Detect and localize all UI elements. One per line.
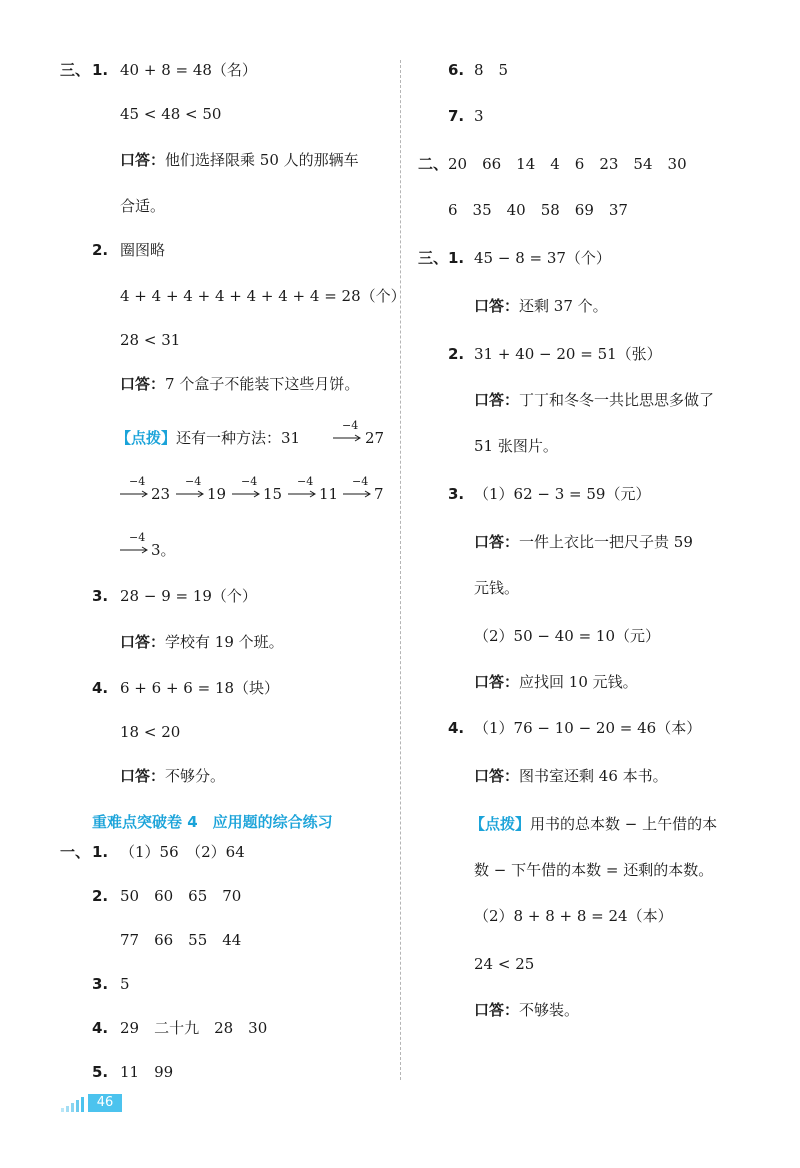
minus-four-arrow: −4 [120, 532, 150, 560]
answer-label: 口答： [474, 767, 520, 785]
answer-label: 口答： [120, 633, 166, 651]
equation-line: 6 + 6 + 6 = 18（块） [120, 679, 280, 697]
answer-line [120, 374, 359, 394]
question-number: 3. [92, 975, 109, 993]
chain-value: 27 [365, 429, 385, 447]
chain-value: 23 [151, 485, 171, 503]
signal-bars-icon [60, 1094, 88, 1112]
equation-line: 40 + 8 = 48（名） [120, 61, 257, 79]
answer-text: 不够装。 [519, 1001, 580, 1019]
answer-text: 7 个盒子不能装下这些月饼。 [165, 375, 360, 393]
answer-values: 5 [120, 975, 130, 993]
answer-label: 口答： [120, 151, 166, 169]
minus-four-arrow: −4 [333, 420, 363, 448]
minus-four-arrow: −4 [288, 476, 318, 504]
question-number: 2. [448, 345, 465, 363]
page-number: 46 [88, 1094, 122, 1112]
equation-line: （1）76 − 10 − 20 = 46（本） [474, 719, 702, 737]
section-2-marker: 二、 [418, 155, 449, 173]
answer-values: 8 5 [474, 61, 509, 79]
answer-label: 口答： [474, 533, 520, 551]
question-number: 4. [448, 719, 465, 737]
text-line: 圈图略 [120, 241, 166, 259]
section-1-marker: 一、 [60, 843, 91, 861]
equation-line: 4 + 4 + 4 + 4 + 4 + 4 + 4 = 28（个） [120, 287, 406, 305]
answer-values: 29 二十九 28 30 [120, 1019, 268, 1037]
tip-text: 还有一种方法：31 [176, 429, 301, 447]
answer-line [474, 296, 608, 316]
comparison-line: 18 < 20 [120, 723, 181, 741]
tip-text: 用书的总本数 − 上午借的本 [530, 815, 718, 833]
comparison-line: 24 < 25 [474, 955, 535, 973]
equation-line: 28 − 9 = 19（个） [120, 587, 257, 605]
equation-line: 31 + 40 − 20 = 51（张） [474, 345, 662, 363]
section-3-marker: 三、 [418, 249, 449, 267]
tip-continuation: 数 − 下午借的本数 = 还剩的本数。 [474, 861, 714, 879]
minus-four-arrow: −4 [176, 476, 206, 504]
question-number: 4. [92, 1019, 109, 1037]
answer-text: 应找回 10 元钱。 [519, 673, 638, 691]
answer-line [474, 532, 693, 552]
question-number: 3. [92, 587, 109, 605]
answer-line [474, 1000, 579, 1020]
answer-label: 口答： [120, 767, 166, 785]
minus-four-arrow: −4 [120, 476, 150, 504]
question-number: 1. [92, 61, 109, 79]
answer-line [474, 672, 638, 692]
question-number: 1. [92, 843, 109, 861]
answer-values: 77 66 55 44 [120, 931, 242, 949]
question-number: 6. [448, 61, 465, 79]
answer-text: 学校有 19 个班。 [165, 633, 284, 651]
answer-continuation: 合适。 [120, 197, 166, 215]
question-number: 3. [448, 485, 465, 503]
answer-line [120, 766, 225, 786]
equation-line: （1）62 − 3 = 59（元） [474, 485, 651, 503]
question-number: 7. [448, 107, 465, 125]
equation-line: （2）8 + 8 + 8 = 24（本） [474, 907, 673, 925]
answer-line [474, 390, 714, 410]
tip-line [116, 428, 300, 448]
answer-line [474, 766, 668, 786]
minus-four-arrow: −4 [343, 476, 373, 504]
tip-label: 【点拨】 [116, 429, 177, 447]
column-divider [400, 60, 401, 1080]
answer-values: 20 66 14 4 6 23 54 30 [448, 155, 687, 173]
answer-text: 图书室还剩 46 本书。 [519, 767, 668, 785]
answer-line [120, 632, 284, 652]
tip-line [470, 814, 717, 834]
answer-label: 口答： [474, 297, 520, 315]
minus-four-arrow: −4 [232, 476, 262, 504]
section-title: 重难点突破卷 4 应用题的综合练习 [92, 813, 333, 831]
question-number: 5. [92, 1063, 109, 1081]
question-number: 2. [92, 241, 109, 259]
answer-text: 丁丁和冬冬一共比思思多做了 [519, 391, 715, 409]
answer-values: （1）56 （2）64 [120, 843, 245, 861]
equation-line: （2）50 − 40 = 10（元） [474, 627, 661, 645]
section-3-marker: 三、 [60, 61, 91, 79]
comparison-line: 45 < 48 < 50 [120, 105, 222, 123]
answer-label: 口答： [120, 375, 166, 393]
answer-text: 一件上衣比一把尺子贵 59 [519, 533, 693, 551]
chain-value: 19 [207, 485, 227, 503]
answer-values: 3 [474, 107, 484, 125]
answer-values: 50 60 65 70 [120, 887, 242, 905]
answer-text: 不够分。 [165, 767, 226, 785]
answer-continuation: 元钱。 [474, 579, 520, 597]
tip-label: 【点拨】 [470, 815, 531, 833]
equation-line: 45 − 8 = 37（个） [474, 249, 611, 267]
chain-value: 3。 [151, 541, 176, 559]
answer-line [120, 150, 359, 170]
answer-text: 他们选择限乘 50 人的那辆车 [165, 151, 359, 169]
question-number: 1. [448, 249, 465, 267]
comparison-line: 28 < 31 [120, 331, 181, 349]
answer-label: 口答： [474, 391, 520, 409]
chain-value: 15 [263, 485, 283, 503]
question-number: 4. [92, 679, 109, 697]
answer-label: 口答： [474, 1001, 520, 1019]
answer-label: 口答： [474, 673, 520, 691]
answer-continuation: 51 张图片。 [474, 437, 558, 455]
chain-value: 7 [374, 485, 384, 503]
answer-text: 还剩 37 个。 [519, 297, 608, 315]
chain-value: 11 [319, 485, 339, 503]
question-number: 2. [92, 887, 109, 905]
answer-values: 11 99 [120, 1063, 174, 1081]
answer-values: 6 35 40 58 69 37 [448, 201, 628, 219]
